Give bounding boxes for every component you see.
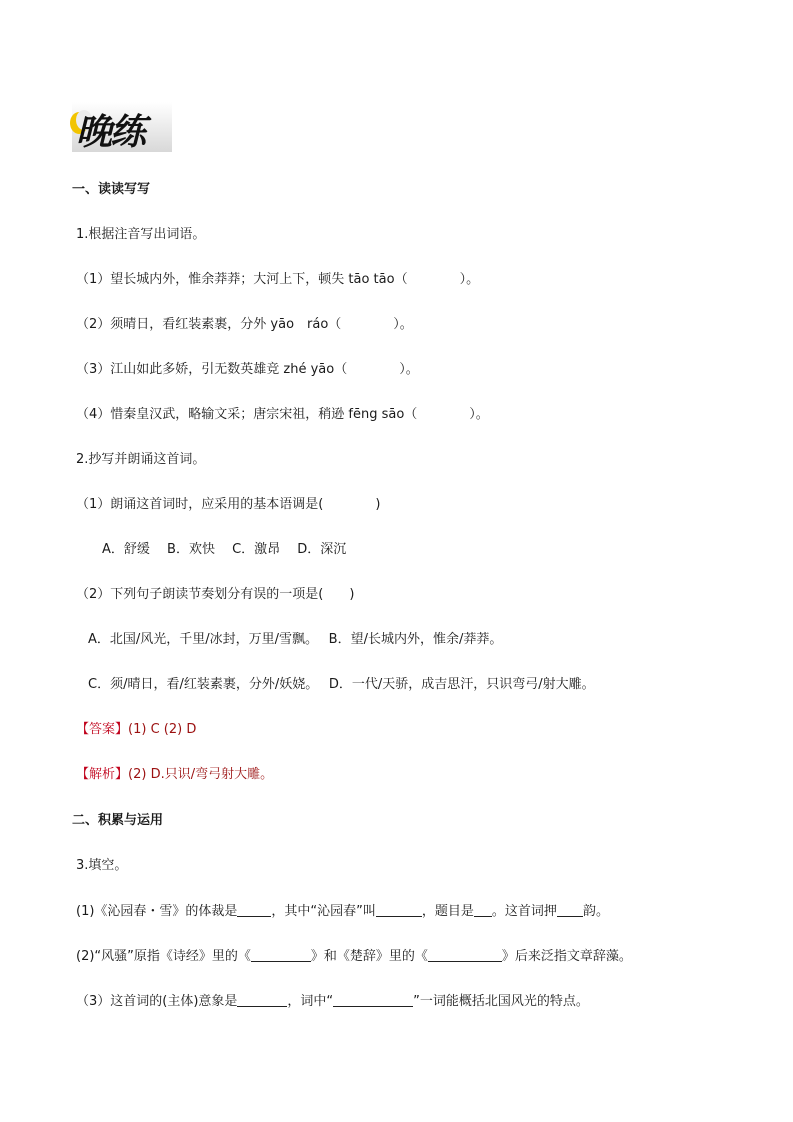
fill-blank[interactable] bbox=[237, 992, 287, 1007]
question-2-sub-2-options-ab: A．北国/风光，千里/冰封，万里/雪飘。 B．望/长城内外，惟余/莽莽。 bbox=[88, 632, 503, 647]
answer-tag: 【答案】 bbox=[76, 722, 129, 737]
question-3-line-3: （3）这首词的(主体)意象是 ，词中“ ”一词能概括北国风光的特点。 bbox=[76, 994, 589, 1009]
question-1-item-1: （1）望长城内外，惟余莽莽；大河上下，顿失 tāo tāo（ ）。 bbox=[76, 272, 480, 287]
fill-blank[interactable] bbox=[428, 947, 502, 962]
answer-text: (1) C (2) D bbox=[128, 722, 197, 737]
question-3-line-1: (1)《沁园春・雪》的体裁是 ，其中“沁园春”叫 ，题目是 。这首词押 韵。 bbox=[76, 904, 609, 919]
question-2-sub-2: （2）下列句子朗读节奏划分有误的一项是( ) bbox=[76, 587, 355, 602]
analysis-line bbox=[76, 766, 273, 784]
question-1-stem: 1.根据注音写出词语。 bbox=[76, 227, 206, 242]
fill-blank[interactable] bbox=[333, 992, 413, 1007]
fill-blank[interactable] bbox=[376, 902, 422, 917]
question-3-line-2: (2)“风骚”原指《诗经》里的《 》和《楚辞》里的《 》后来泛指文章辞藻。 bbox=[76, 949, 632, 964]
fill-blank[interactable] bbox=[237, 902, 271, 917]
section-heading-reading-writing: 一、读读写写 bbox=[72, 182, 151, 197]
fill-blank[interactable] bbox=[557, 902, 583, 917]
fill-blank[interactable] bbox=[251, 947, 311, 962]
question-1-item-3: （3）江山如此多娇，引无数英雄竞 zhé yāo（ ）。 bbox=[76, 362, 419, 377]
question-2-sub-2-options-cd: C．须/晴日，看/红装素裹，分外/妖娆。 D．一代/天骄，成吉思汗，只识弯弓/射大雕。 bbox=[88, 677, 595, 692]
analysis-tag: 【解析】 bbox=[76, 767, 129, 782]
fill-blank[interactable] bbox=[474, 902, 492, 917]
question-2-stem: 2.抄写并朗诵这首词。 bbox=[76, 452, 206, 467]
answer-line bbox=[76, 721, 196, 739]
section-heading-accumulation: 二、积累与运用 bbox=[72, 813, 164, 828]
question-3-stem: 3.填空。 bbox=[76, 858, 128, 873]
question-2-sub-1: （1）朗诵这首词时，应采用的基本语调是( ) bbox=[76, 497, 381, 512]
logo-text: 晚练 bbox=[76, 111, 145, 153]
question-1-item-4: （4）惜秦皇汉武，略输文采；唐宗宋祖，稍逊 fēng sāo（ ）。 bbox=[76, 407, 489, 422]
question-1-item-2: （2）须晴日，看红装素裹，分外 yāo ráo（ ）。 bbox=[76, 317, 413, 332]
analysis-text: (2) D.只识/弯弓射大雕。 bbox=[128, 767, 274, 782]
question-2-sub-1-options: A．舒缓 B．欢快 C．激昂 D．深沉 bbox=[102, 542, 347, 557]
evening-practice-logo bbox=[72, 102, 172, 152]
